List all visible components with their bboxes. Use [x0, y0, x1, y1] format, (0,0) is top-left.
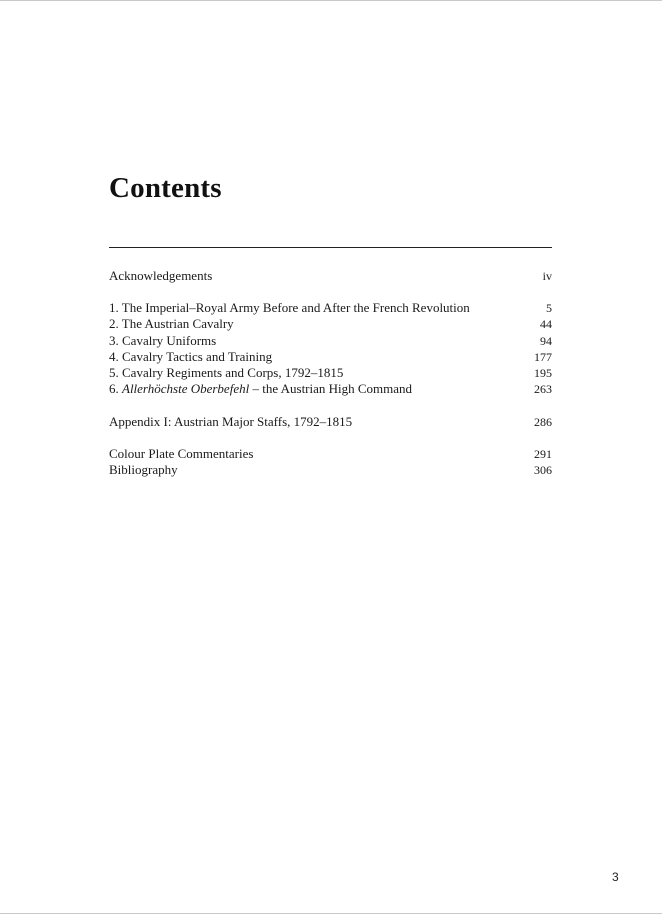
toc-entry-title: Acknowledgements [109, 268, 213, 283]
toc-entry-page: 263 [534, 382, 552, 397]
toc-entry-bibliography[interactable] [109, 462, 552, 478]
toc-entry-colour-plates[interactable] [109, 446, 552, 462]
toc-entry-chapter-1[interactable] [109, 300, 552, 316]
toc-entry-page: 286 [534, 415, 552, 429]
toc-entry-page: 44 [540, 317, 552, 332]
toc-entry-title-italic: Allerhöchste Oberbefehl [122, 381, 250, 397]
toc-appendices [109, 414, 552, 430]
toc-entry-acknowledgements[interactable] [109, 268, 552, 284]
toc-entry-chapter-2[interactable] [109, 316, 552, 332]
page-title: Contents [109, 172, 222, 204]
toc-entry-title: Colour Plate Commentaries [109, 446, 254, 461]
toc-entry-title: 3. Cavalry Uniforms [109, 332, 217, 348]
page-number: 3 [612, 870, 619, 884]
toc-entry-chapter-5[interactable] [109, 365, 552, 381]
toc-entry-title-rest: – the Austrian High Command [249, 381, 413, 397]
toc-entry-page: 5 [546, 301, 552, 315]
toc-entry-page: 94 [540, 333, 552, 348]
toc-back-matter [109, 446, 552, 479]
toc-entry-page: 195 [534, 366, 552, 381]
toc-entry-appendix-1[interactable] [109, 414, 552, 430]
toc-chapters [109, 300, 552, 398]
toc-entry-chapter-4[interactable] [109, 349, 552, 365]
toc-entry-title: Bibliography [109, 462, 178, 478]
toc-entry-page: 306 [534, 463, 552, 478]
toc-entry-chapter-6[interactable] [109, 381, 552, 397]
toc-entry-page: 177 [534, 349, 552, 364]
toc-entry-title: 2. The Austrian Cavalry [109, 316, 234, 332]
toc-entry-title: 5. Cavalry Regiments and Corps, 1792–1815 [109, 365, 344, 381]
page-top-border [0, 0, 662, 1]
toc-front-matter [109, 268, 552, 284]
toc-entry-title: Appendix I: Austrian Major Staffs, 1792–1815 [109, 414, 353, 429]
toc-entry-title [109, 381, 412, 397]
toc-entry-chapter-3[interactable] [109, 333, 552, 349]
toc-entry-page: iv [542, 269, 552, 283]
toc-entry-title: 1. The Imperial–Royal Army Before and After the French Revolution [109, 300, 470, 315]
title-rule [109, 247, 552, 248]
toc-entry-number: 6. [109, 381, 122, 397]
toc-entry-title: 4. Cavalry Tactics and Training [109, 348, 273, 364]
toc-entry-page: 291 [534, 447, 552, 461]
page-bottom-border [0, 913, 662, 914]
